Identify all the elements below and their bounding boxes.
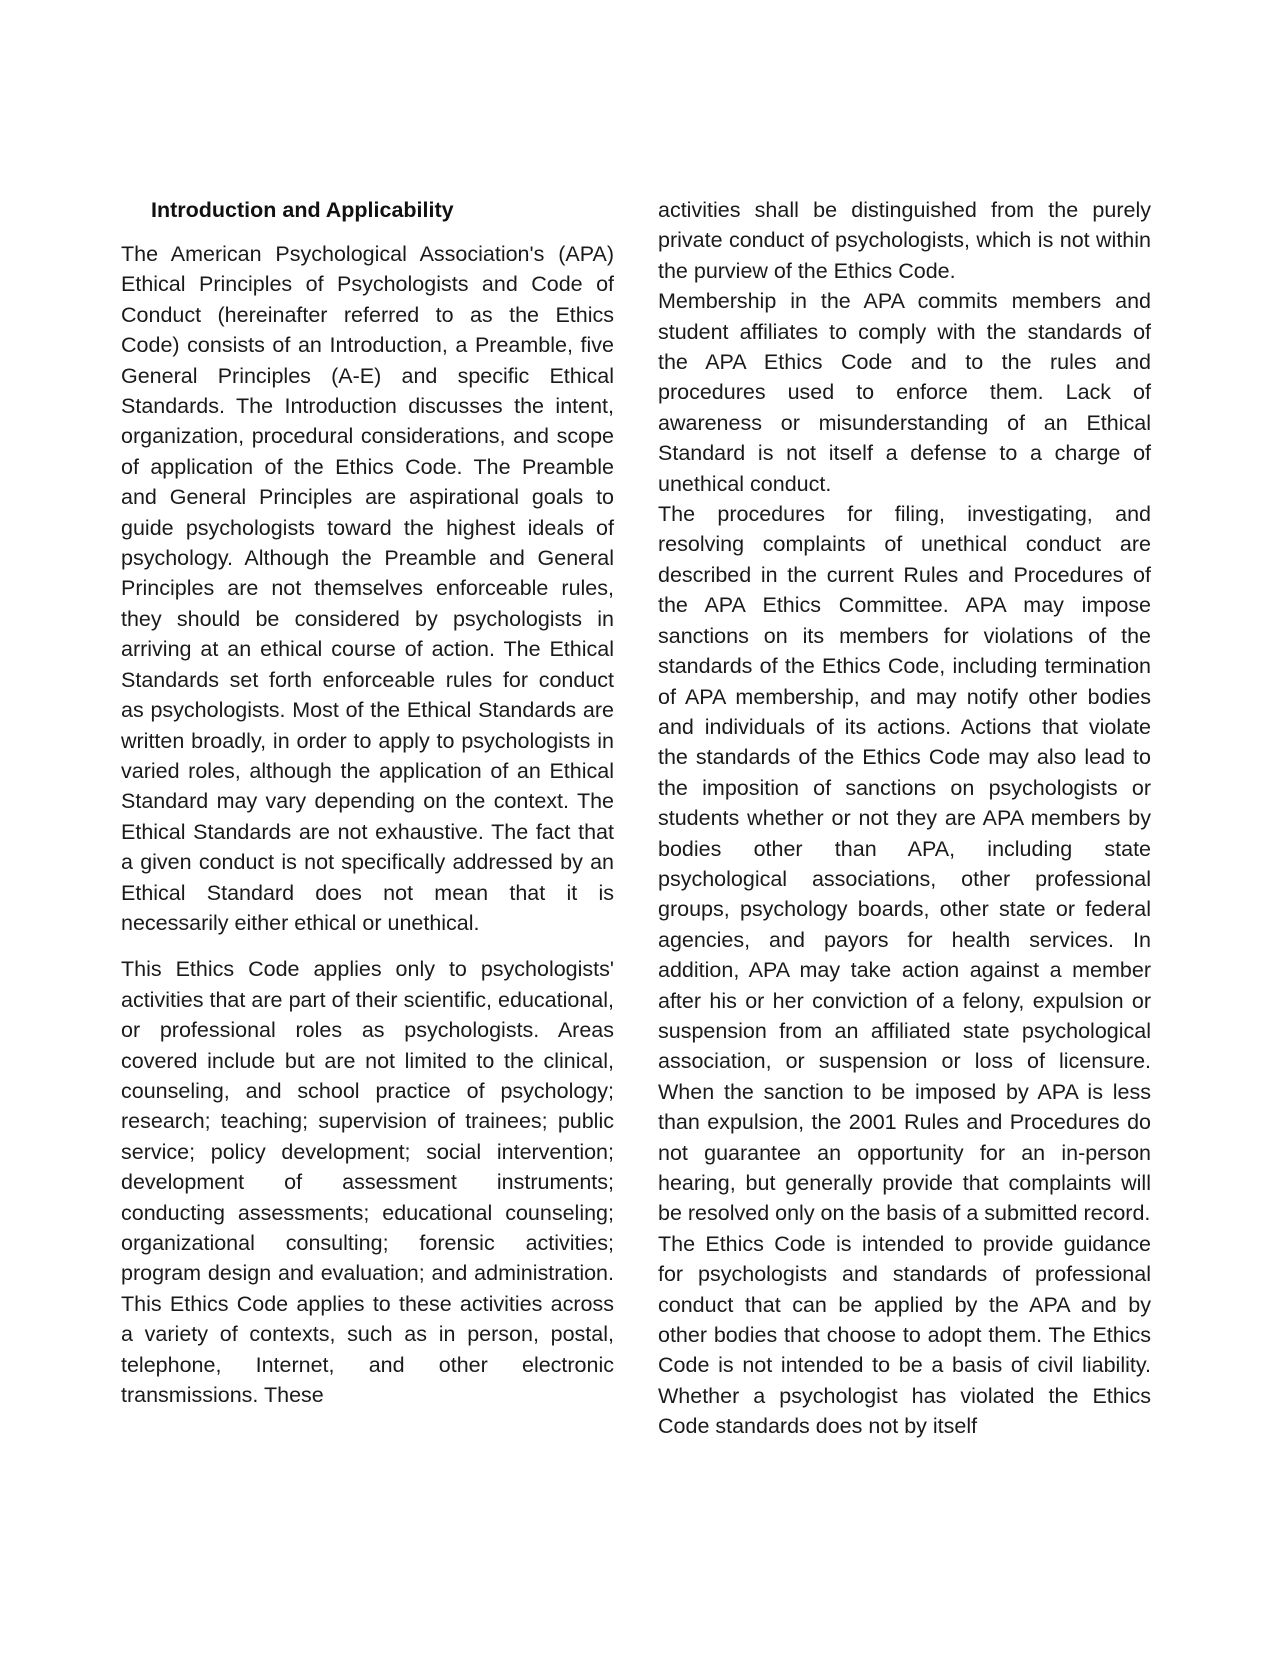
paragraph-procedures: The procedures for filing, investigating, and resolving complaints of unethical conduct are described in the current Rules and Procedures of the APA Ethics Committee. APA may impose sanctions on its members for violations of the standards of the Ethics Code, including termination of APA membership, and may notify other bodies and individuals of its actions. Actions that violate the standards of the Ethics Code may also lead to the imposition of sanctions on psychologists or students whether or not they are APA members by bodies other than APA, including state psychological associations, other professional groups, psychology boards, other state or federal agencies, and payors for health services. In addition, APA may take action against a member after his or her conviction of a felony, expulsion or suspension from an affiliated state psychological association, or suspension or loss of licensure. When the sanction to be imposed by APA is less than expulsion, the 2001 Rules and Procedures do not guarantee an opportunity for an in-person hearing, but generally provide that complaints will be resolved only on the basis of a submitted record. — [658, 502, 1151, 1226]
paragraph-guidance: The Ethics Code is intended to provide guidance for psychologists and standards of professional conduct that can be applied by the APA and by other bodies that choose to adopt them. The Ethics Code is not intended to be a basis of civil liability. Whether a psychologist has violated the Ethics Code standards does not by itself — [658, 1231, 1151, 1439]
left-column — [121, 195, 614, 1410]
section-heading: Introduction and Applicability — [151, 198, 454, 222]
paragraph-membership: Membership in the APA commits members and student affiliates to comply with the standards of the APA Ethics Code and to the rules and procedures used to enforce them. Lack of awareness or misunderstanding of an Ethical Standard is not itself a defense to a charge of unethical conduct. — [658, 289, 1151, 496]
paragraph-introduction: The American Psychological Association's (APA) Ethical Principles of Psychologists and Code of Conduct (hereinafter referred to as the Ethics Code) consists of an Introduction, a Preamble, five General Principles (A-E) and specific Ethical Standards. The Introduction discusses the intent, organization, procedural considerations, and scope of application of the Ethics Code. The Preamble and General Principles are aspirational goals to guide psychologists toward the highest ideals of psychology. Although the Preamble and General Principles are not themselves enforceable rules, they should be considered by psychologists in arriving at an ethical course of action. The Ethical Standards set forth enforceable rules for conduct as psychologists. Most of the Ethical Standards are written broadly, in order to apply to psychologists in varied roles, although the application of an Ethical Standard may vary depending on the context. The Ethical Standards are not exhaustive. The fact that a given conduct is not specifically addressed by an Ethical Standard does not mean that it is necessarily either ethical or unethical. — [121, 242, 614, 935]
right-column — [658, 195, 1151, 1442]
paragraph-continuation: activities shall be distinguished from the purely private conduct of psychologists, which is not within the purview of the Ethics Code. — [658, 198, 1151, 283]
paragraph-applicability: This Ethics Code applies only to psychologists' activities that are part of their scientific, educational, or professional roles as psychologists. Areas covered include but are not limited to the clinical, counseling, and school practice of psychology; research; teaching; supervision of trainees; public service; policy development; social intervention; development of assessment instruments; conducting assessments; educational counseling; organizational consulting; forensic activities; program design and evaluation; and administration. This Ethics Code applies to these activities across a variety of contexts, such as in person, postal, telephone, Internet, and other electronic transmissions. These — [121, 957, 614, 1408]
